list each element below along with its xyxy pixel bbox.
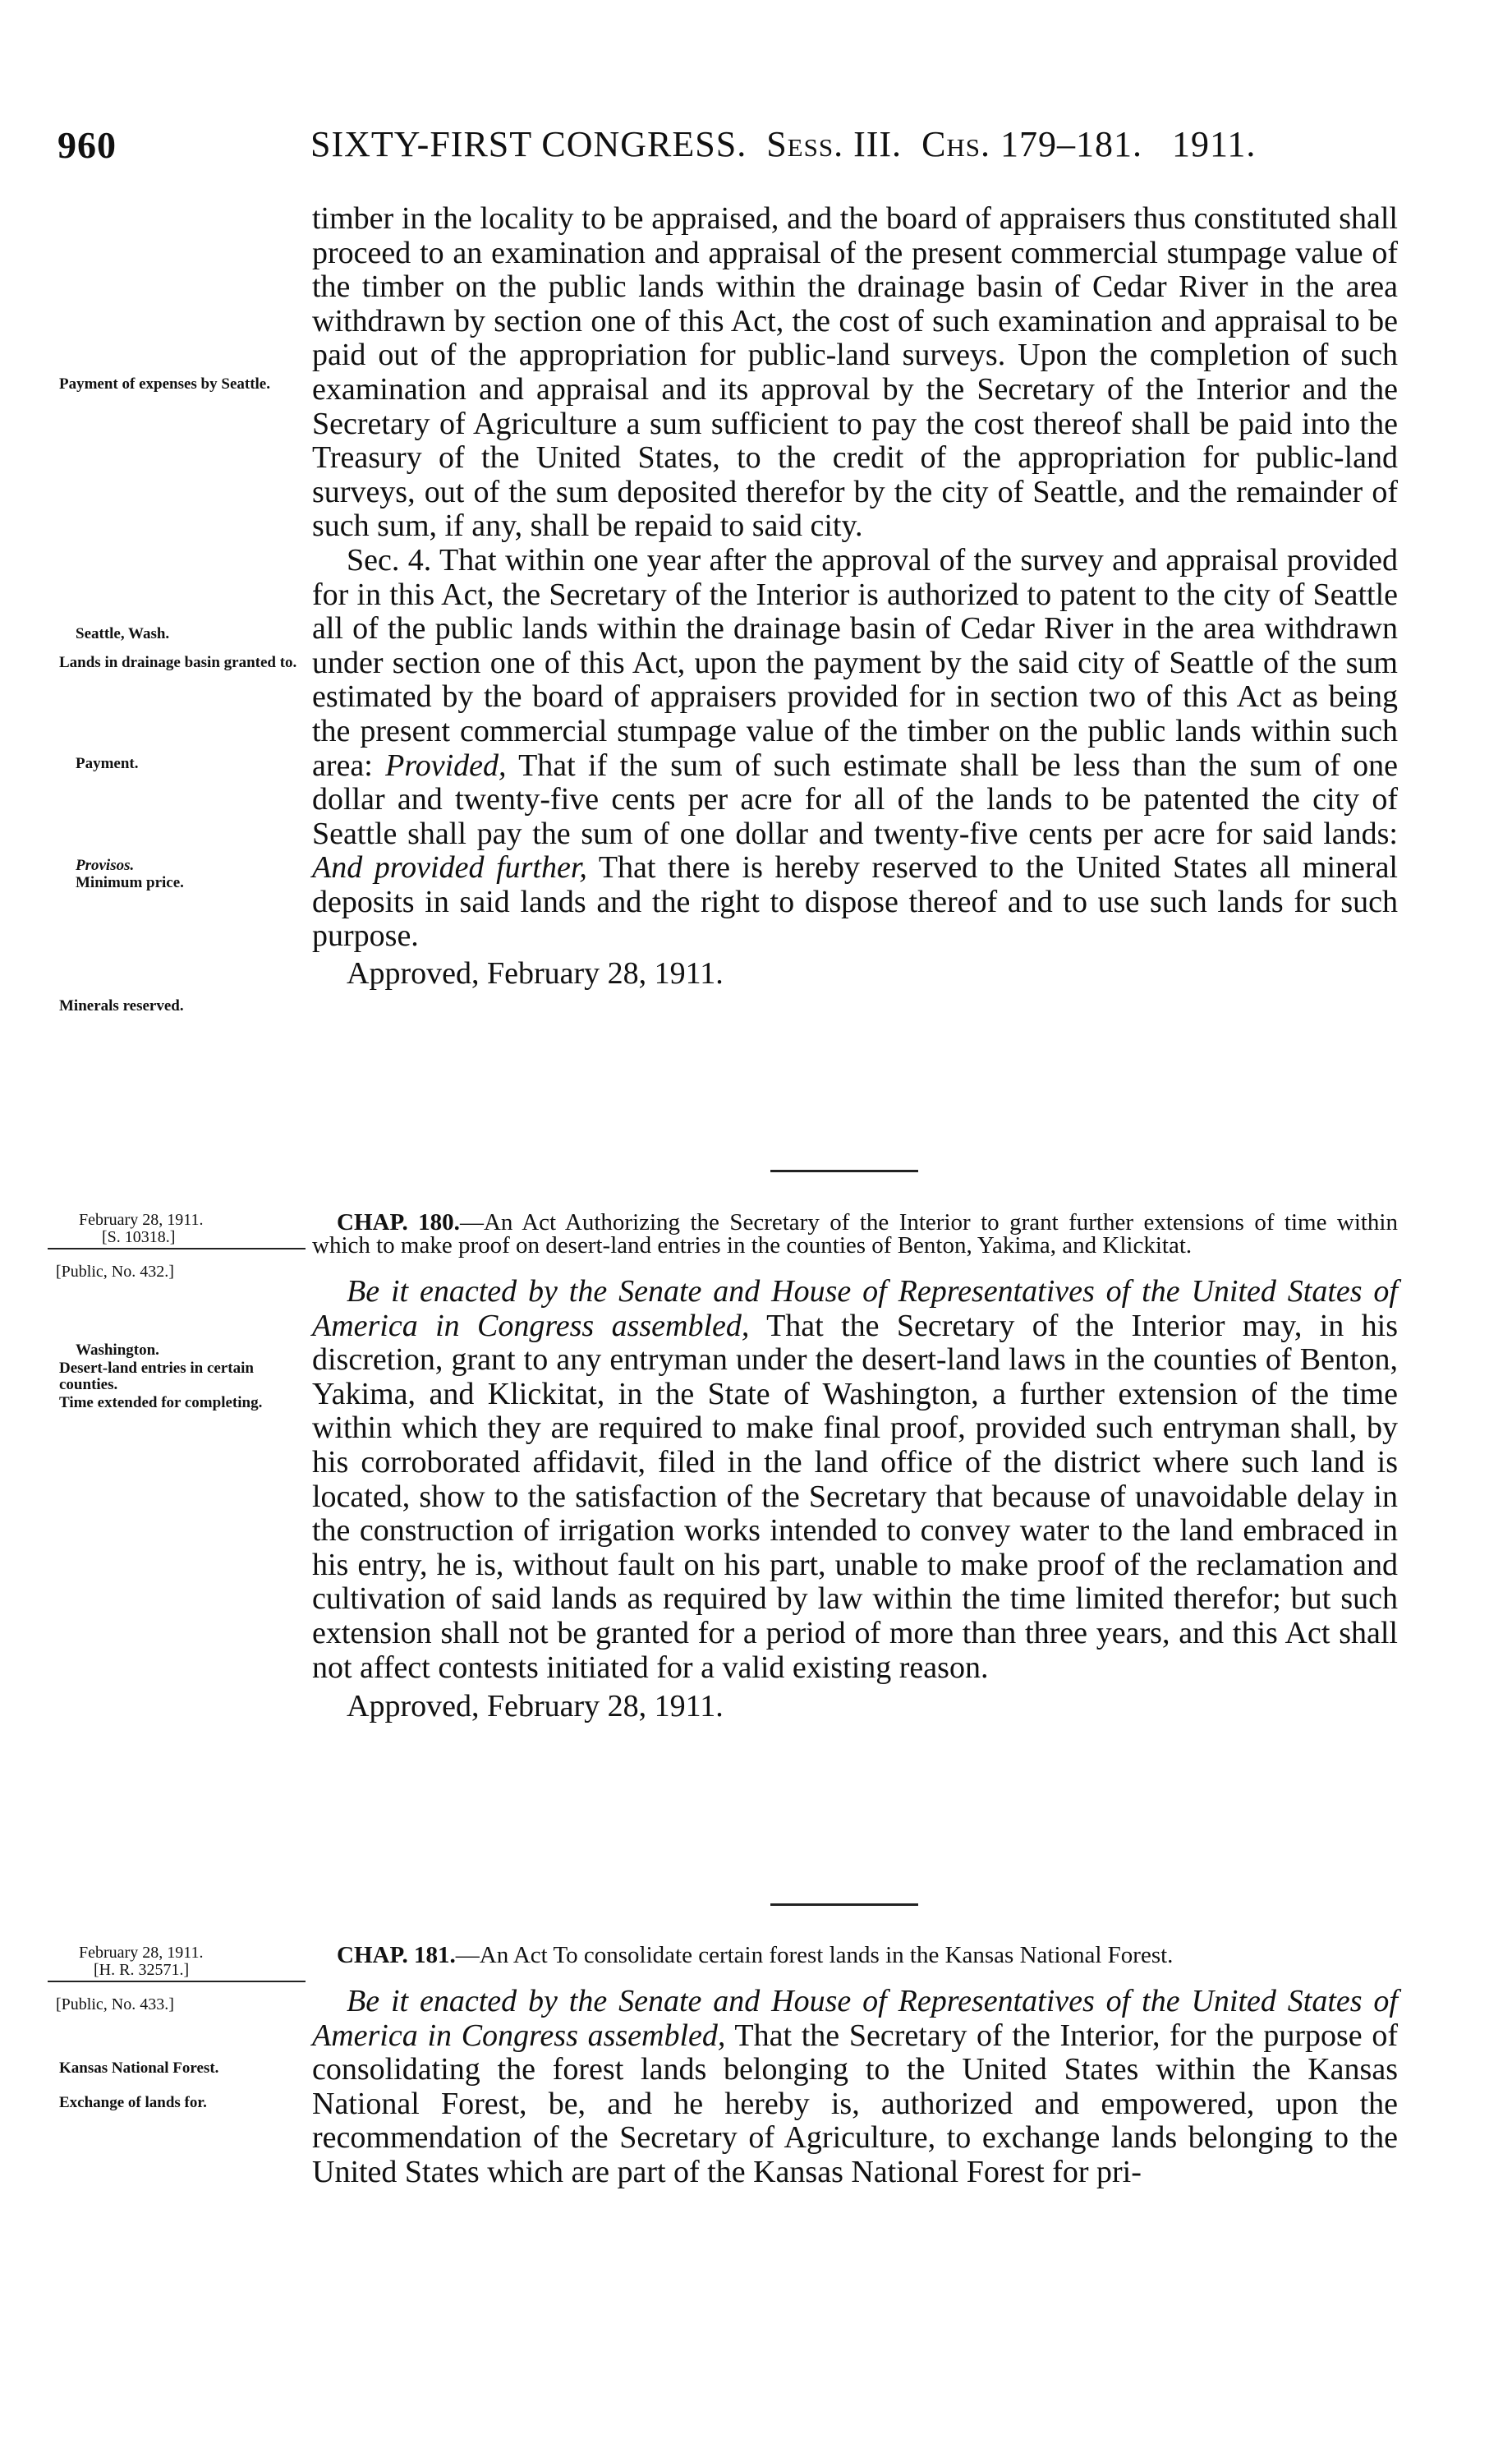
- chap180-approved: Approved, February 28, 1911.: [347, 1689, 724, 1724]
- chap179-sec4: [312, 544, 1398, 954]
- chap180-public: [Public, No. 432.]: [56, 1263, 174, 1281]
- running-title: [310, 123, 1256, 165]
- chap181-title-text: —An Act To consolidate certain forest lands in the Kansas National Forest.: [455, 1942, 1174, 1968]
- chap180-title: [312, 1211, 1398, 1257]
- chap180-body-text: That the Secretary of the Interior may, in his discretion, grant to any entryman under the desert-land laws in the counties of Benton, Yakima, and Klickitat, in the State of Washington, a further extension of the time within which they are required to make final proof, provided such entryman shall, by his corroborated affidavit, filed in the land office of the district where such land is located, show to the satisfaction of the Secretary that because of unavoidable delay in the construction of irrigation works intended to convey water to the land embraced in his entry, he is, without fault on his part, unable to make proof of the reclamation and cultivation of said lands as required by law within the time limited therefor; but such extension shall not be granted for a period of more than three years, and this Act shall not affect contests initiated for a valid existing reason.: [312, 1308, 1398, 1685]
- margin-note-washington: Washington.: [76, 1341, 159, 1359]
- margin-note-exchange: Exchange of lands for.: [59, 2094, 207, 2111]
- chap180-block: [312, 1211, 1398, 1724]
- margin-note-minimum-price: Minimum price.: [76, 874, 184, 891]
- margin-note-payment-expenses: Payment of expenses by Seattle.: [59, 375, 270, 393]
- separator-rule-2: [770, 1903, 918, 1906]
- chap179-approved: Approved, February 28, 1911.: [347, 956, 724, 992]
- margin-note-kansas: Kansas National Forest.: [59, 2059, 219, 2077]
- margin-note-lands-granted: Lands in drainage basin granted to.: [59, 654, 297, 671]
- chap179-para1: timber in the locality to be appraised, and the board of appraisers thus constituted shall proceed to an examination and appraisal of the present commercial stumpage value of the timber on the public lands within the drainage basin of Cedar River in the area withdrawn by section one of this Act, the cost of such examination and appraisal to be paid out of the appropriation for public-land surveys. Upon the completion of such examination and appraisal and its approval by the Secretary of the Interior and the Secretary of Agriculture a sum sufficient to pay the cost thereof shall be paid into the Treasury of the United States, to the credit of the appropriation for public-land surveys, out of the sum deposited therefor by the city of Seattle, and the remainder of such sum, if any, shall be repaid to said city.: [312, 201, 1398, 544]
- sec4-part-c: That there is hereby reserved to the United States all mineral deposits in said lands and the right to dispose thereof and to use such lands for such purpose.: [312, 850, 1398, 954]
- running-header: [49, 123, 1405, 169]
- proviso-word: Provided,: [385, 748, 507, 783]
- chap181-enacting-clause: Be it enacted by the Senate and House of Representatives of the United States of America in Congress assembled,: [312, 1984, 1398, 2053]
- chapters-label: Chs. 179–181.: [921, 124, 1143, 164]
- margin-note-time-extended: Time extended for completing.: [59, 1394, 263, 1411]
- chap181-bill: [H. R. 32571.]: [94, 1961, 190, 1979]
- chap181-side-rule: [48, 1981, 306, 1982]
- separator-rule-1: [770, 1170, 918, 1172]
- chap181-label: CHAP. 181.: [337, 1942, 456, 1968]
- chap180-bill: [S. 10318.]: [102, 1228, 176, 1246]
- session-label: Sess. III.: [766, 124, 903, 164]
- chap181-body-text: That the Secretary of the Interior, for the purpose of consolidating the forest lands belonging to the United States within the Kansas National Forest, be, and he hereby is, authorized and empowered, upon the recommendation of the Secretary of Agriculture, to exchange lands belonging to the United States which are part of the Kansas National Forest for pri-: [312, 2018, 1398, 2189]
- chap179-continuation: [312, 202, 1398, 992]
- chap180-side-rule: [48, 1248, 306, 1249]
- sec4-part-a: Sec. 4. That within one year after the approval of the survey and appraisal provided for in this Act, the Secretary of the Interior is authorized to patent to the city of Seattle all of the public lands within the drainage basin of Cedar River in the area withdrawn under section one of this Act, upon the payment by the said city of Seattle of the sum estimated by the board of appraisers provided for in section two of this Act as being the present commercial stumpage value of the timber on the public lands within such area:: [312, 542, 1398, 783]
- chap181-block: [312, 1944, 1398, 2190]
- chap180-title-text: —An Act Authorizing the Secretary of the Interior to grant further extensions of time within which to make proof on desert-land entries in the counties of Benton, Yakima, and Klickitat.: [312, 1209, 1398, 1259]
- chap181-body: [312, 1985, 1398, 2190]
- chap181-title: [312, 1944, 1398, 1967]
- proviso-further-word: And provided further,: [312, 850, 587, 886]
- chap181-date: February 28, 1911.: [79, 1944, 204, 1962]
- margin-note-desert-land: Desert-land entries in certain counties.: [59, 1360, 254, 1393]
- chap180-body: [312, 1275, 1398, 1685]
- margin-note-payment: Payment.: [76, 755, 139, 772]
- chap180-label: CHAP. 180.: [337, 1209, 460, 1236]
- chap180-enacting-clause: Be it enacted by the Senate and House of Representatives of the United States of America in Congress assembled,: [312, 1274, 1398, 1343]
- sec4-part-b: That if the sum of such estimate shall be less than the sum of one dollar and twenty-five cents per acre for all of the lands to be patented the city of Seattle shall pay the sum of one dollar and twenty-five cents per acre for said lands:: [312, 748, 1398, 851]
- page-number: 960: [57, 124, 117, 166]
- congress-label: SIXTY-FIRST CONGRESS.: [310, 124, 747, 164]
- chap181-public: [Public, No. 433.]: [56, 1995, 174, 2013]
- year-label: 1911.: [1172, 124, 1257, 164]
- margin-note-seattle: Seattle, Wash.: [76, 625, 170, 642]
- margin-note-provisos: Provisos.: [76, 857, 135, 874]
- chap180-date: February 28, 1911.: [79, 1211, 204, 1229]
- margin-note-minerals: Minerals reserved.: [59, 997, 184, 1015]
